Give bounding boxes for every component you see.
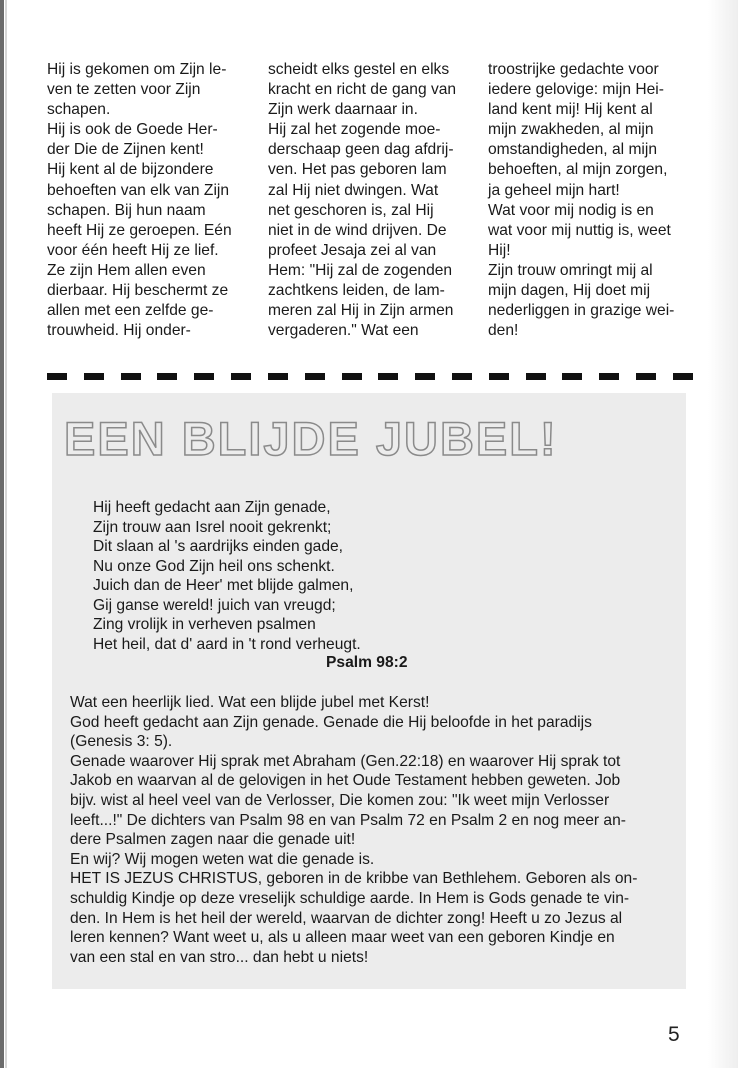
column-1-line: Hij is ook de Goede Her-	[47, 121, 218, 139]
column-1-line: Hij is gekomen om Zijn le-	[47, 61, 227, 78]
column-2-line: kracht en richt de gang van	[268, 81, 457, 99]
body-line: leeft...!" De dichters van Psalm 98 en van Psalm 72 en Psalm 2 en nog meer an-	[70, 811, 626, 829]
column-3-line: den!	[488, 322, 519, 340]
column-1-line: dierbaar. Hij beschermt ze	[47, 282, 229, 300]
column-1-line: Hij kent al de bijzondere	[47, 161, 214, 179]
column-1-line: schapen. Bij hun naam	[47, 201, 206, 219]
page-binding-edge	[0, 0, 4, 1068]
psalm-reference: Psalm 98:2	[326, 654, 408, 671]
column-3-line: omstandigheden, al mijn	[488, 141, 658, 159]
body-line: den. In Hem is het heil der wereld, waarvan de dichter zong! Heeft u zo Jezus al	[70, 909, 623, 927]
body-line: En wij? Wij mogen weten wat die genade is.	[70, 850, 375, 868]
dash-segment	[378, 373, 398, 380]
column-2-line: zal Hij niet dwingen. Wat	[268, 181, 439, 199]
dash-segment	[342, 373, 362, 380]
column-3-line: nederliggen in grazige wei-	[488, 302, 675, 320]
column-3-line: wat voor mij nuttig is, weet	[488, 221, 671, 239]
column-3-line: Zijn trouw omringt mij al	[488, 261, 653, 279]
dash-segment	[194, 373, 214, 380]
column-2-line: meren zal Hij in Zijn armen	[268, 302, 454, 320]
body-line: van een stal en van stro... dan hebt u niets!	[70, 948, 369, 966]
column-2-line: Hij zal het zogende moe-	[268, 121, 441, 139]
dash-segment	[47, 373, 67, 380]
column-3-line: mijn dagen, Hij doet mij	[488, 282, 651, 300]
dash-segment	[562, 373, 582, 380]
dash-segment	[157, 373, 177, 380]
body-line: (Genesis 3: 5).	[70, 733, 173, 751]
column-1-line: voor één heeft Hij ze lief.	[47, 241, 219, 259]
column-3-line: land kent mij! Hij kent al	[488, 101, 653, 119]
column-1-line: allen met een zelfde ge-	[47, 302, 214, 320]
poem-line: Hij heeft gedacht aan Zijn genade,	[93, 499, 331, 516]
column-3-line: Wat voor mij nodig is en	[488, 201, 654, 219]
poem-line: Het heil, dat d' aard in 't rond verheugt.	[93, 635, 361, 653]
poem-line: Dit slaan al 's aardrijks einden gade,	[93, 538, 344, 555]
page-number: 5	[668, 1023, 680, 1046]
column-2-line: vergaderen." Wat een	[268, 322, 419, 340]
body-line: God heeft gedacht aan Zijn genade. Genade die Hij beloofde in het paradijs	[70, 713, 592, 731]
page-right-edge	[708, 0, 738, 1068]
column-3-line: mijn zwakheden, al mijn	[488, 121, 654, 139]
dash-segment	[84, 373, 104, 380]
body-line: bijv. wist al heel veel van de Verlosser, Die komen zou: "Ik weet mijn Verlosser	[70, 791, 610, 809]
column-1-line: trouwheid. Hij onder-	[47, 322, 191, 340]
column-2-line: net geschoren is, zal Hij	[268, 201, 434, 219]
column-3-line: behoeften, al mijn zorgen,	[488, 161, 668, 179]
column-1-line: schapen.	[47, 101, 111, 119]
poem-line: Zijn trouw aan Isrel nooit gekrenkt;	[93, 518, 332, 536]
column-3-line: iedere gelovige: mijn Hei-	[488, 81, 664, 99]
column-3-line: ja geheel mijn hart!	[488, 181, 620, 199]
dash-segment	[489, 373, 509, 380]
column-2-line: Zijn werk daarnaar in.	[268, 101, 418, 119]
dash-segment	[305, 373, 325, 380]
body-line: Genade waarover Hij sprak met Abraham (Gen.22:18) en waarover Hij sprak tot	[70, 752, 621, 770]
body-line: schuldig Kindje op deze vreselijk schuldige aarde. In Hem is Gods genade te vin-	[70, 889, 630, 907]
dash-segment	[121, 373, 141, 380]
dash-segment	[636, 373, 656, 380]
poem-line: Zing vrolijk in verheven psalmen	[93, 616, 316, 633]
column-1-line: der Die de Zijnen kent!	[47, 141, 204, 159]
poem-line: Gij ganse wereld! juich van vreugd;	[93, 596, 336, 614]
column-1-line: behoeften van elk van Zijn	[47, 181, 230, 199]
column-2-line: Hem: "Hij zal de zogenden	[268, 261, 453, 279]
column-3-line: troostrijke gedachte voor	[488, 61, 659, 78]
column-1-line: heeft Hij ze geroepen. Eén	[47, 221, 232, 239]
dashed-divider	[47, 373, 693, 380]
column-3-line: Hij!	[488, 241, 511, 259]
poem-line: Juich dan de Heer' met blijde galmen,	[93, 577, 354, 594]
text-column-2	[268, 60, 473, 341]
column-1-line: Ze zijn Hem allen even	[47, 261, 206, 279]
column-2-line: scheidt elks gestel en elks	[268, 61, 450, 78]
column-2-line: zachtkens leiden, de lam-	[268, 282, 445, 300]
body-line: leren kennen? Want weet u, als u alleen maar weet van een geboren Kindje en	[70, 929, 615, 947]
body-line: dere Psalmen zagen naar die genade uit!	[70, 831, 356, 849]
column-2-line: niet in de wind drijven. De	[268, 221, 447, 239]
dash-segment	[599, 373, 619, 380]
poem-line: Nu onze God Zijn heil ons schenkt.	[93, 557, 335, 575]
column-2-line: derschaap geen dag afdrij-	[268, 141, 454, 159]
section-title: EEN BLIJDE JUBEL!	[64, 412, 558, 465]
column-2-line: ven. Het pas geboren lam	[268, 161, 447, 179]
text-column-3	[488, 60, 693, 341]
body-line: HET IS JEZUS CHRISTUS, geboren in de kribbe van Bethlehem. Geboren als on-	[70, 870, 638, 888]
section-body	[70, 693, 637, 967]
page-binding-shadow	[5, 0, 7, 1068]
dash-segment	[268, 373, 288, 380]
dash-segment	[526, 373, 546, 380]
dash-segment	[415, 373, 435, 380]
dash-segment	[231, 373, 251, 380]
column-1-line: ven te zetten voor Zijn	[47, 81, 201, 99]
text-column-1	[47, 60, 252, 341]
psalm-poem	[93, 498, 361, 654]
column-2-line: profeet Jesaja zei al van	[268, 241, 437, 259]
dash-segment	[673, 373, 693, 380]
body-line: Wat een heerlijk lied. Wat een blijde jubel met Kerst!	[70, 694, 430, 711]
body-line: Jakob en waarvan al de gelovigen in het Oude Testament hebben geweten. Job	[70, 772, 621, 790]
dash-segment	[452, 373, 472, 380]
